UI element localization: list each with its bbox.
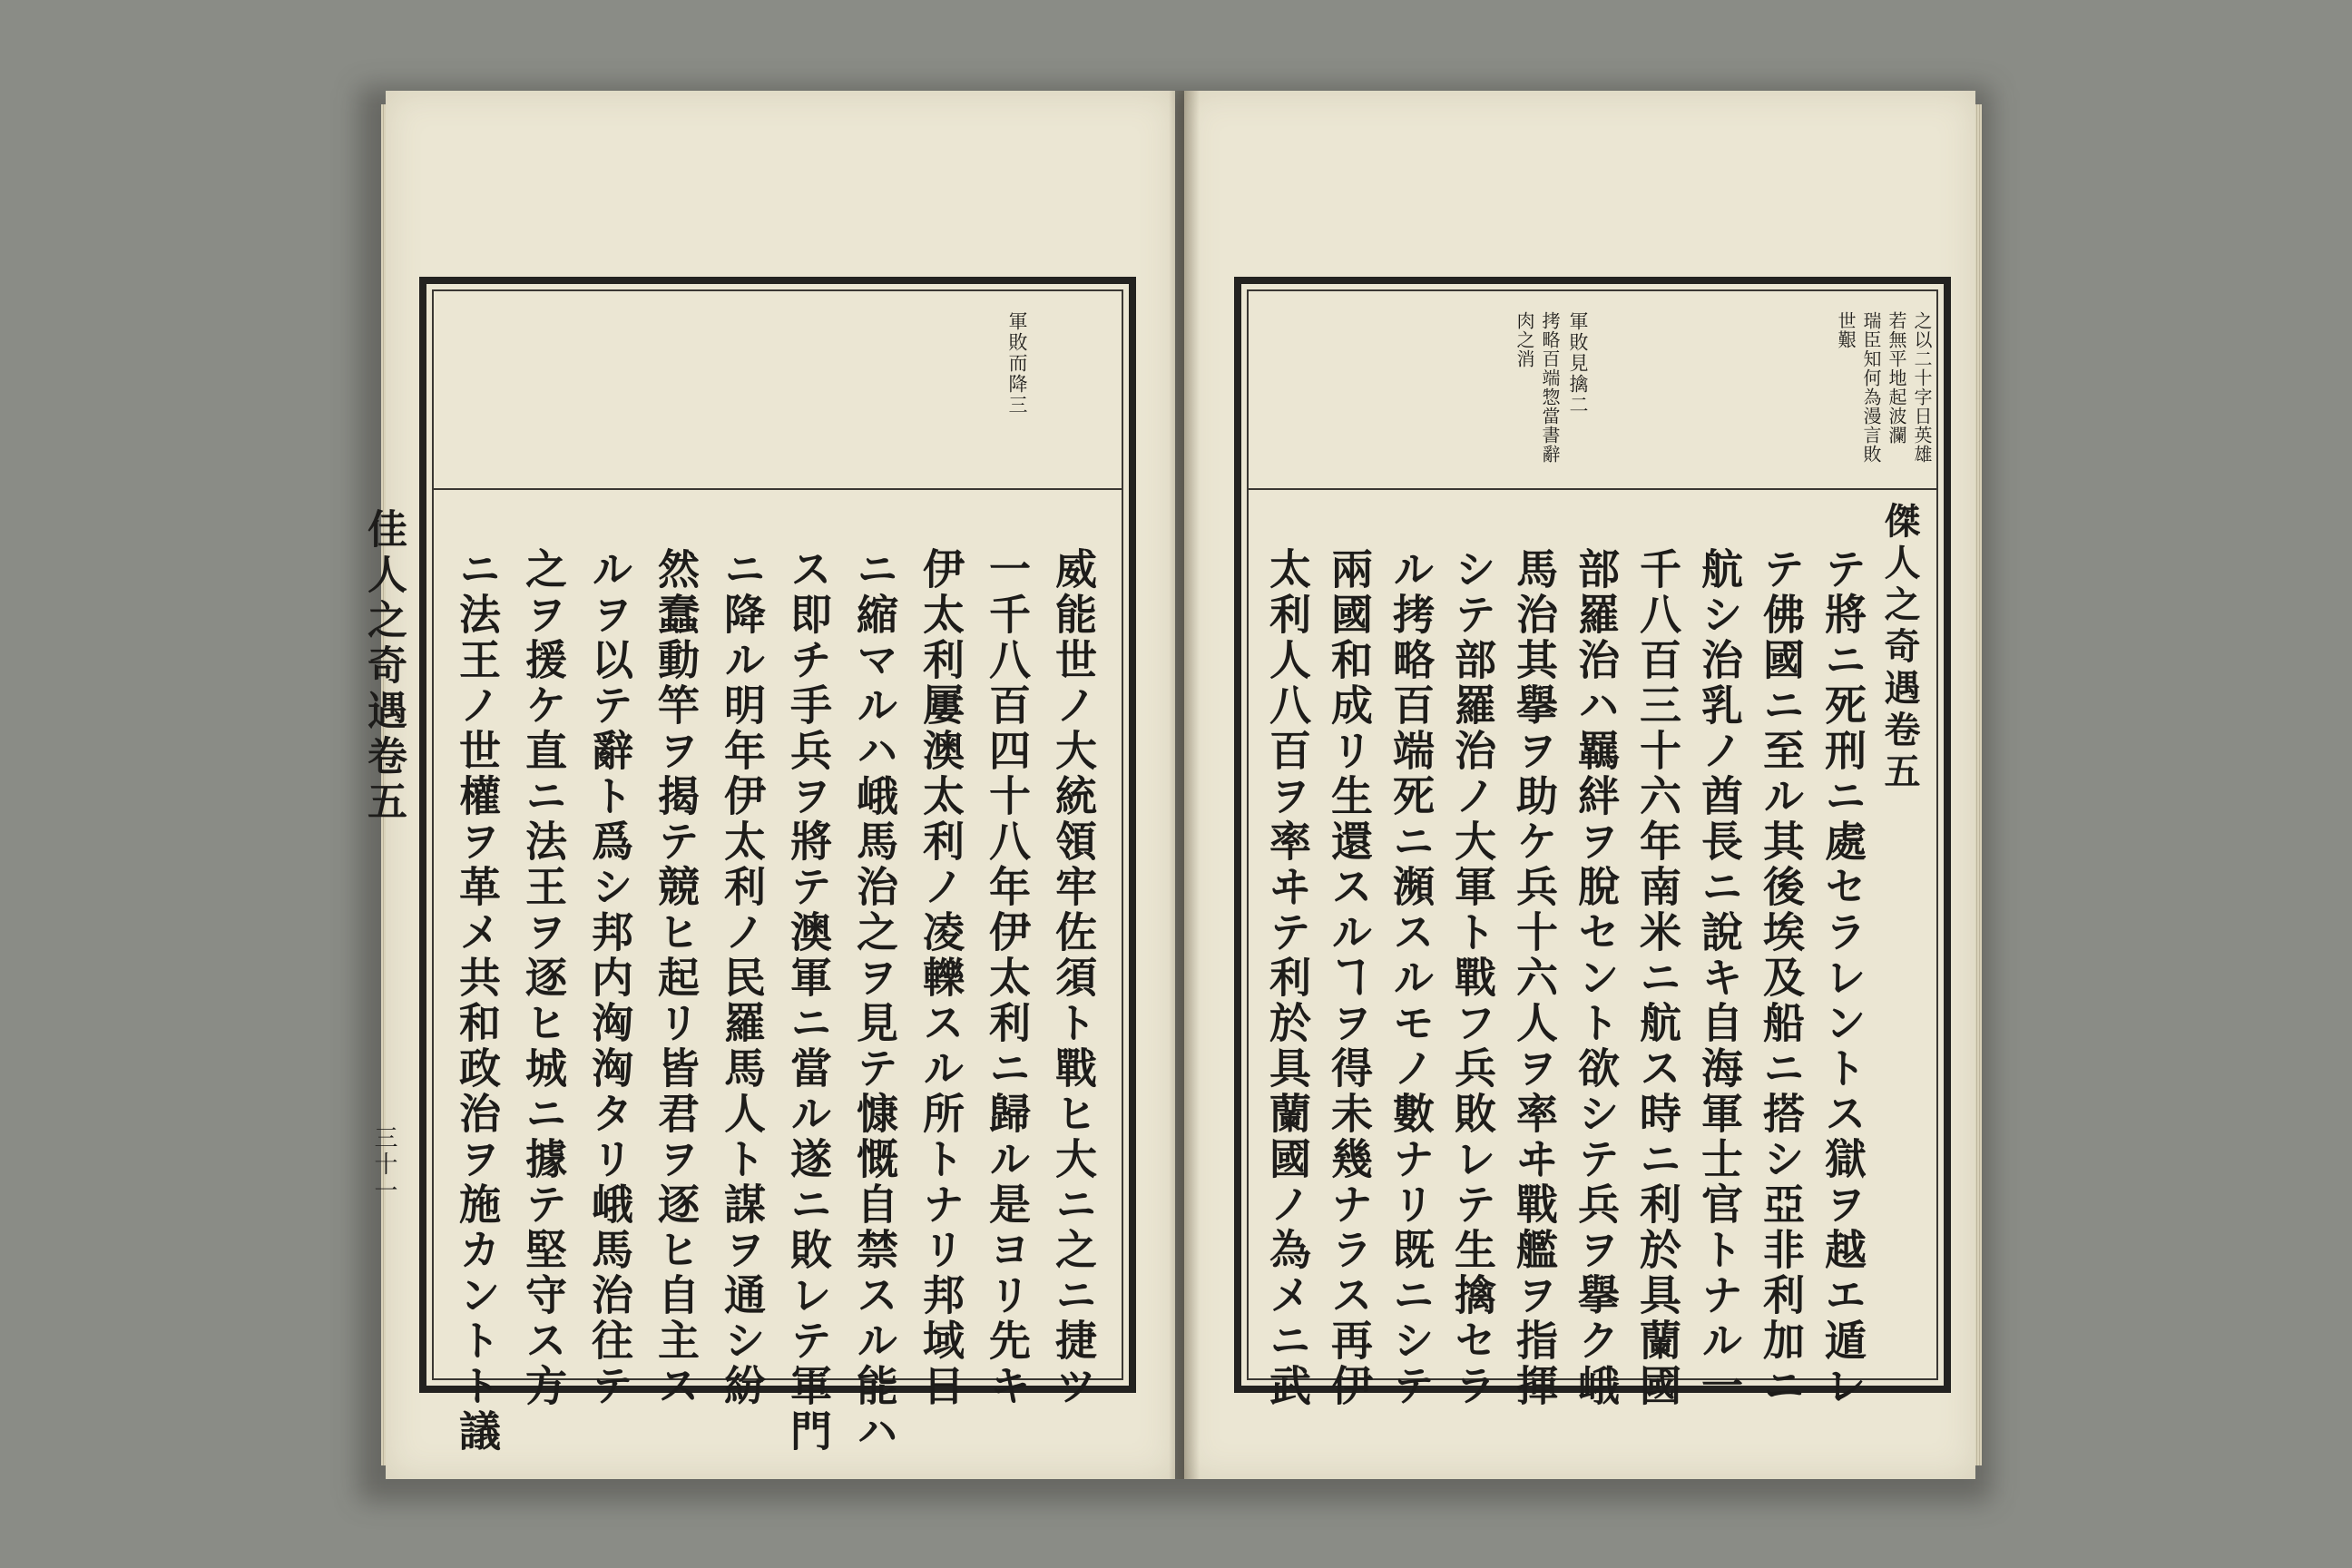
right-marginal-note-1: 拷略百端惣當書辭	[1539, 311, 1561, 464]
left-marginal-heading: 軍敗而降三	[1006, 311, 1028, 416]
left-spine-title: 佳人之奇遇卷五	[360, 508, 407, 826]
right-header-rule	[1247, 488, 1938, 490]
book-gutter	[1169, 91, 1200, 1479]
right-headnote-col-1: 之以二十字日英雄	[1911, 311, 1933, 464]
left-body-col-2: 一千八百四十八年伊太利ニ歸ル是ヨリ先キ	[983, 547, 1032, 1409]
left-body-col-9: 之ヲ援ケ直ニ法王ヲ逐ヒ城ニ據テ堅守ス方	[519, 547, 568, 1409]
right-body-col-9: 兩國和成リ生還スルヿヲ得未幾ナラス再伊	[1325, 547, 1374, 1409]
left-body-col-4: ニ縮マルハ峨馬治之ヲ見テ慷慨自禁スル能ハ	[850, 547, 899, 1455]
right-marginal-note-2: 肉之消	[1514, 311, 1535, 368]
right-body-col-2: テ佛國ニ至ル其後埃及船ニ搭シ亞非利加ニ	[1757, 547, 1806, 1409]
right-headnote-col-3: 瑞臣知何為漫言敗	[1860, 311, 1882, 464]
right-body-col-1: テ將ニ死刑ニ處セラレントス獄ヲ越エ遁レ	[1818, 547, 1867, 1409]
right-body-col-5: 部羅治ハ羈絆ヲ脫セント欲シテ兵ヲ擧ク峨	[1572, 547, 1621, 1409]
right-marginal-heading: 軍敗見擒二	[1567, 311, 1589, 416]
right-page-frame	[1234, 277, 1951, 1409]
right-headnote-col-2: 若無平地起波瀾	[1886, 311, 1907, 445]
left-folio: 三十一	[370, 1125, 397, 1204]
right-body-col-7: シテ部羅治ノ大軍ト戰フ兵敗レテ生擒セラ	[1448, 547, 1497, 1409]
left-body-col-8: ルヲ以テ辭ト爲シ邦内洶洶タリ峨馬治往テ	[585, 547, 634, 1409]
right-headnote-col-4: 世艱	[1835, 311, 1857, 349]
right-body-col-3: 航シ治乳ノ酋長ニ說キ自海軍士官トナル一	[1695, 547, 1744, 1409]
left-body-col-3: 伊太利屢澳太利ノ凌轢スル所トナリ邦域日	[916, 547, 965, 1409]
right-body-col-4: 千八百三十六年南米ニ航ス時ニ利於具蘭國	[1633, 547, 1682, 1409]
right-body-col-10: 太利人八百ヲ率ヰテ利於具蘭國ノ為メニ武	[1263, 547, 1312, 1409]
right-body-col-8: ル拷略百端死ニ瀕スルモノ數ナリ既ニシテ	[1387, 547, 1436, 1409]
left-body-col-5: ス即チ手兵ヲ將テ澳軍ニ當ル遂ニ敗レテ軍門	[784, 547, 833, 1455]
left-body-col-1: 威能世ノ大統領牢佐須ト戰ヒ大ニ之ニ捷ツ	[1049, 547, 1098, 1409]
left-body-col-10: ニ法王ノ世權ヲ革メ共和政治ヲ施カントト議	[453, 547, 502, 1455]
left-body-col-7: 然蠢動竿ヲ揭テ競ヒ起リ皆君ヲ逐ヒ自主ス	[652, 547, 701, 1409]
left-header-rule	[432, 488, 1123, 490]
right-header-title: 傑人之奇遇卷五	[1878, 502, 1921, 794]
right-body-col-6: 馬治其擧ヲ助ケ兵十六人ヲ率ヰ戰艦ヲ指揮	[1510, 547, 1559, 1409]
left-page-frame	[419, 277, 1136, 1455]
left-body-col-6: ニ降ル明年伊太利ノ民羅馬人ト謀ヲ通シ紛	[718, 547, 767, 1409]
